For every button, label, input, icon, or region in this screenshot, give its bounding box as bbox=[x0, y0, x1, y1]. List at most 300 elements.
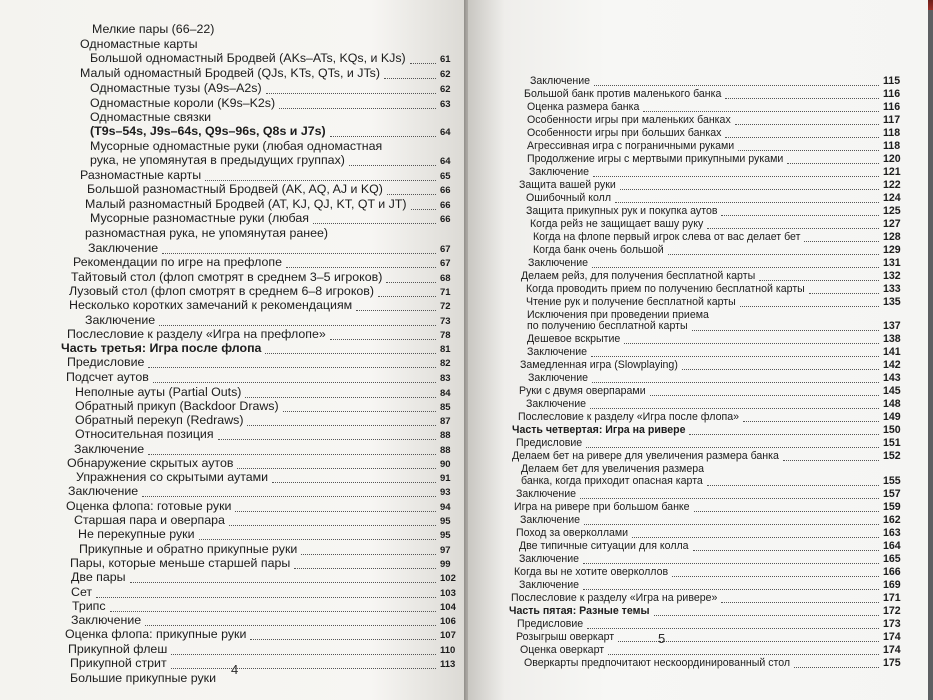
toc-leader-dots bbox=[218, 439, 436, 440]
toc-entry bbox=[78, 527, 451, 541]
toc-leader-dots bbox=[411, 209, 436, 210]
toc-entry bbox=[518, 411, 901, 423]
toc-leader-dots bbox=[707, 485, 879, 486]
toc-leader-dots bbox=[591, 356, 879, 357]
toc-leader-dots bbox=[721, 602, 879, 603]
toc-entry-title: Большой одномастный Бродвей (AKs–ATs, KQs, и KJs) bbox=[90, 51, 406, 65]
toc-leader-dots bbox=[145, 625, 436, 626]
toc-page-number: 125 bbox=[883, 205, 901, 217]
toc-entry bbox=[527, 101, 901, 113]
toc-entry-title: Большой разномастный Бродвей (AK, AQ, AJ и KQ) bbox=[87, 182, 383, 196]
toc-entry bbox=[519, 540, 901, 552]
toc-leader-dots bbox=[804, 241, 879, 242]
toc-leader-dots bbox=[587, 628, 879, 629]
toc-entry-title: Одномастные короли (K9s–K2s) bbox=[90, 96, 276, 110]
toc-page-number: 155 bbox=[883, 475, 901, 487]
toc-entry bbox=[69, 284, 451, 298]
toc-entry bbox=[512, 424, 901, 436]
toc-page-number: 152 bbox=[883, 450, 901, 462]
toc-leader-dots bbox=[787, 163, 879, 164]
toc-leader-dots bbox=[620, 189, 879, 190]
toc-entry-title: Заключение bbox=[526, 398, 587, 410]
toc-entry-title: банка, когда приходит опасная карта bbox=[521, 475, 703, 487]
toc-entry bbox=[73, 255, 451, 269]
toc-entry-title: Прикупные и обратно прикупные руки bbox=[79, 542, 298, 556]
toc-page-number: 107 bbox=[440, 630, 456, 641]
toc-page-number: 102 bbox=[440, 573, 456, 584]
toc-entry bbox=[521, 270, 901, 282]
toc-entry bbox=[71, 585, 456, 599]
toc-leader-dots bbox=[693, 550, 879, 551]
toc-page-number: 62 bbox=[440, 84, 451, 95]
toc-leader-dots bbox=[283, 411, 436, 412]
toc-leader-dots bbox=[229, 525, 436, 526]
toc-page-number: 66 bbox=[440, 214, 451, 225]
toc-entry-title: Делаем бет на ривере для увеличения размера банка bbox=[512, 450, 779, 462]
toc-page-number: 65 bbox=[440, 171, 451, 182]
toc-page-number: 166 bbox=[883, 566, 901, 578]
toc-leader-dots bbox=[794, 667, 879, 668]
toc-entry bbox=[530, 218, 901, 230]
toc-entry bbox=[519, 385, 901, 397]
toc-entry-title: Особенности игры при больших банках bbox=[527, 127, 722, 139]
toc-page-number: 143 bbox=[883, 372, 901, 384]
toc-entry bbox=[85, 197, 451, 211]
toc-leader-dots bbox=[142, 496, 436, 497]
toc-leader-dots bbox=[272, 482, 436, 483]
toc-entry bbox=[533, 231, 901, 243]
toc-entry-title: Обнаружение скрытых аутов bbox=[67, 456, 234, 470]
toc-leader-dots bbox=[247, 425, 436, 426]
toc-leader-dots bbox=[159, 325, 436, 326]
toc-entry-title: по получению бесплатной карты bbox=[527, 320, 688, 332]
toc-entry-title: Часть четвертая: Игра на ривере bbox=[512, 424, 686, 436]
toc-entry-title: Мусорные одномастные руки (любая одномастная bbox=[90, 139, 383, 153]
toc-leader-dots bbox=[266, 93, 436, 94]
toc-leader-dots bbox=[171, 654, 436, 655]
toc-leader-dots bbox=[583, 589, 879, 590]
toc-entry bbox=[66, 370, 451, 384]
toc-entry bbox=[527, 114, 901, 126]
toc-page-number: 93 bbox=[440, 487, 451, 498]
toc-page-number: 103 bbox=[440, 588, 456, 599]
toc-entry bbox=[90, 153, 451, 167]
toc-page-number: 149 bbox=[883, 411, 901, 423]
toc-entry bbox=[519, 579, 901, 591]
toc-entry bbox=[70, 656, 456, 670]
toc-entry-title: Продолжение игры с мертвыми прикупными руками bbox=[527, 153, 784, 165]
toc-leader-dots bbox=[199, 539, 436, 540]
toc-leader-dots bbox=[632, 537, 879, 538]
toc-page-number: 151 bbox=[883, 437, 901, 449]
toc-leader-dots bbox=[237, 468, 436, 469]
toc-leader-dots bbox=[279, 108, 436, 109]
toc-entry-title: Делаем рейз, для получения бесплатной карты bbox=[521, 270, 756, 282]
toc-entry-title: Несколько коротких замечаний к рекомендациям bbox=[69, 298, 353, 312]
toc-page-number: 148 bbox=[883, 398, 901, 410]
toc-entry bbox=[527, 320, 901, 332]
toc-entry-title: разномастная рука, не упомянутая ранее) bbox=[85, 226, 328, 240]
toc-entry-title: Малый разномастный Бродвей (AT, KJ, QJ, KT, QT и JT) bbox=[85, 197, 407, 211]
toc-entry-title: Большие прикупные руки bbox=[70, 671, 216, 685]
toc-entry-title: Заключение bbox=[71, 613, 142, 627]
toc-entry bbox=[516, 488, 901, 500]
toc-entry bbox=[90, 110, 211, 124]
toc-leader-dots bbox=[743, 421, 879, 422]
toc-page-number: 85 bbox=[440, 402, 451, 413]
toc-entry-title: Заключение bbox=[520, 514, 581, 526]
toc-leader-dots bbox=[580, 498, 879, 499]
left-page bbox=[0, 0, 464, 700]
toc-entry bbox=[516, 437, 901, 449]
toc-leader-dots bbox=[725, 98, 879, 99]
toc-page-number: 91 bbox=[440, 473, 451, 484]
toc-page-number: 115 bbox=[883, 75, 901, 87]
toc-leader-dots bbox=[96, 597, 436, 598]
toc-entry bbox=[90, 139, 382, 153]
toc-entry bbox=[67, 327, 451, 341]
toc-page-number: 81 bbox=[440, 344, 451, 355]
toc-entry-title: Обратный перекуп (Redraws) bbox=[75, 413, 244, 427]
toc-entry-title: Защита прикупных рук и покупка аутов bbox=[526, 205, 718, 217]
toc-leader-dots bbox=[153, 382, 436, 383]
toc-leader-dots bbox=[330, 339, 436, 340]
toc-entry bbox=[514, 566, 901, 578]
toc-entry-title: Относительная позиция bbox=[75, 427, 214, 441]
toc-entry-title: Розыгрыш оверкарт bbox=[516, 631, 615, 643]
toc-entry-title: Чтение рук и получение бесплатной карты bbox=[526, 296, 736, 308]
toc-entry-title: Исключения при проведении приема bbox=[527, 309, 709, 321]
toc-leader-dots bbox=[594, 85, 879, 86]
toc-entry bbox=[519, 553, 901, 565]
toc-entry bbox=[68, 642, 456, 656]
toc-entry-title: Предисловие bbox=[67, 355, 145, 369]
toc-page-number: 99 bbox=[440, 559, 451, 570]
toc-leader-dots bbox=[286, 267, 436, 268]
toc-entry bbox=[527, 153, 901, 165]
toc-entry bbox=[71, 270, 451, 284]
toc-entry bbox=[527, 346, 901, 358]
toc-entry-title: Подсчет аутов bbox=[66, 370, 149, 384]
toc-entry bbox=[69, 298, 451, 312]
toc-entry-title: Заключение bbox=[530, 75, 591, 87]
toc-entry-title: Предисловие bbox=[517, 618, 584, 630]
toc-page-number: 128 bbox=[883, 231, 901, 243]
toc-leader-dots bbox=[235, 511, 436, 512]
toc-entry bbox=[519, 179, 901, 191]
toc-entry-title: Оценка оверкарт bbox=[520, 644, 605, 656]
toc-entry-title: Одномастные связки bbox=[90, 110, 212, 124]
toc-page-number: 131 bbox=[883, 257, 901, 269]
toc-entry bbox=[80, 37, 197, 51]
toc-entry-title: Заключение bbox=[528, 372, 589, 384]
toc-leader-dots bbox=[608, 654, 879, 655]
toc-entry-title: рука, не упомянутая в предыдущих группах) bbox=[90, 153, 345, 167]
toc-entry bbox=[85, 226, 328, 240]
toc-entry-title: Разномастные карты bbox=[80, 168, 202, 182]
toc-entry-title: Когда проводить прием по получению бесплатной карты bbox=[526, 283, 805, 295]
toc-entry-title: Заключение bbox=[85, 313, 156, 327]
toc-page-number: 61 bbox=[440, 54, 451, 65]
toc-entry-title: Игра на ривере при большом банке bbox=[514, 501, 690, 513]
toc-leader-dots bbox=[593, 176, 879, 177]
toc-entry bbox=[529, 166, 901, 178]
toc-entry bbox=[75, 427, 451, 441]
toc-entry bbox=[72, 599, 456, 613]
toc-entry bbox=[75, 413, 451, 427]
toc-entry-title: Одномастные тузы (A9s–A2s) bbox=[90, 81, 262, 95]
toc-leader-dots bbox=[148, 367, 436, 368]
toc-leader-dots bbox=[356, 310, 436, 311]
toc-entry-title: Пары, которые меньше старшей пары bbox=[70, 556, 291, 570]
toc-page-number: 141 bbox=[883, 346, 901, 358]
toc-leader-dots bbox=[694, 511, 879, 512]
toc-entry-title: Когда рейз не защищает вашу руку bbox=[530, 218, 704, 230]
toc-entry-title: Тайтовый стол (флоп смотрят в среднем 3–5 игроков) bbox=[71, 270, 383, 284]
toc-entry-title: Заключение bbox=[519, 553, 580, 565]
toc-entry-title: Защита вашей руки bbox=[519, 179, 616, 191]
toc-entry-title: Неполные ауты (Partial Outs) bbox=[75, 385, 242, 399]
toc-entry bbox=[74, 513, 451, 527]
toc-page-number: 132 bbox=[883, 270, 901, 282]
toc-leader-dots bbox=[668, 254, 879, 255]
toc-entry bbox=[520, 359, 901, 371]
toc-page-number: 175 bbox=[883, 657, 901, 669]
toc-entry bbox=[71, 570, 456, 584]
toc-page-number: 104 bbox=[440, 602, 456, 613]
toc-page-number: 97 bbox=[440, 545, 451, 556]
toc-entry-title: Часть третья: Игра после флопа bbox=[61, 341, 262, 355]
toc-page-number: 106 bbox=[440, 616, 456, 627]
toc-entry-title: Большой банк против маленького банка bbox=[524, 88, 722, 100]
toc-leader-dots bbox=[783, 460, 879, 461]
toc-entry-title: Заключение bbox=[528, 257, 589, 269]
toc-entry bbox=[528, 257, 901, 269]
toc-leader-dots bbox=[809, 293, 879, 294]
toc-entry bbox=[80, 168, 451, 182]
toc-page-number: 133 bbox=[883, 283, 901, 295]
toc-entry bbox=[526, 283, 901, 295]
toc-page-number: 150 bbox=[883, 424, 901, 436]
toc-page-number: 172 bbox=[883, 605, 901, 617]
toc-page-number: 67 bbox=[440, 258, 451, 269]
toc-entry-title: Упражнения со скрытыми аутами bbox=[76, 470, 269, 484]
toc-entry-title: Послесловие к разделу «Игра на префлопе» bbox=[67, 327, 326, 341]
toc-page-number: 95 bbox=[440, 530, 451, 541]
toc-leader-dots bbox=[386, 282, 436, 283]
toc-page-number: 84 bbox=[440, 388, 451, 399]
toc-page-number: 63 bbox=[440, 99, 451, 110]
toc-leader-dots bbox=[294, 568, 436, 569]
toc-leader-dots bbox=[624, 343, 879, 344]
toc-entry-title: Заключение bbox=[516, 488, 577, 500]
toc-page-number: 165 bbox=[883, 553, 901, 565]
toc-entry bbox=[68, 484, 451, 498]
toc-page-number: 110 bbox=[440, 645, 456, 656]
toc-leader-dots bbox=[592, 267, 879, 268]
toc-leader-dots bbox=[689, 434, 879, 435]
toc-leader-dots bbox=[654, 615, 879, 616]
toc-entry-title: Особенности игры при маленьких банках bbox=[527, 114, 731, 126]
toc-page-number: 173 bbox=[883, 618, 901, 630]
toc-entry bbox=[80, 66, 451, 80]
toc-leader-dots bbox=[759, 280, 879, 281]
toc-leader-dots bbox=[590, 408, 879, 409]
toc-leader-dots bbox=[583, 563, 879, 564]
toc-entry bbox=[528, 372, 901, 384]
toc-page-number: 83 bbox=[440, 373, 451, 384]
toc-leader-dots bbox=[410, 63, 436, 64]
toc-page-number: 171 bbox=[883, 592, 901, 604]
toc-entry bbox=[65, 627, 456, 641]
toc-entry bbox=[530, 75, 901, 87]
right-page-number: 5 bbox=[658, 631, 666, 646]
toc-entry bbox=[70, 671, 216, 685]
toc-page-number: 137 bbox=[883, 320, 901, 332]
toc-page-number: 62 bbox=[440, 69, 451, 80]
toc-entry-title: Не перекупные руки bbox=[78, 527, 195, 541]
toc-page-number: 127 bbox=[883, 218, 901, 230]
toc-entry-title: Заключение bbox=[88, 241, 159, 255]
toc-entry-title: Старшая пара и оверпара bbox=[74, 513, 225, 527]
toc-entry-title: Агрессивная игра с пограничными руками bbox=[527, 140, 735, 152]
toc-page-number: 162 bbox=[883, 514, 901, 526]
toc-page-number: 82 bbox=[440, 358, 451, 369]
toc-page-number: 113 bbox=[440, 659, 456, 670]
toc-entry bbox=[526, 296, 901, 308]
toc-page-number: 64 bbox=[440, 127, 451, 138]
toc-page-number: 169 bbox=[883, 579, 901, 591]
toc-entry-title: Заключение bbox=[527, 346, 588, 358]
toc-page-number: 68 bbox=[440, 273, 451, 284]
toc-entry bbox=[76, 470, 451, 484]
toc-leader-dots bbox=[162, 253, 436, 254]
toc-leader-dots bbox=[171, 668, 436, 669]
toc-page-number: 72 bbox=[440, 301, 451, 312]
toc-page-number: 120 bbox=[883, 153, 901, 165]
toc-page-number: 145 bbox=[883, 385, 901, 397]
toc-entry bbox=[520, 514, 901, 526]
toc-leader-dots bbox=[130, 582, 436, 583]
toc-page-number: 138 bbox=[883, 333, 901, 345]
toc-entry-title: Заключение bbox=[529, 166, 590, 178]
toc-page-number: 116 bbox=[883, 101, 901, 113]
toc-page-number: 118 bbox=[883, 127, 901, 139]
toc-entry bbox=[521, 475, 901, 487]
toc-entry bbox=[512, 450, 901, 462]
toc-leader-dots bbox=[740, 306, 879, 307]
toc-entry bbox=[70, 556, 451, 570]
toc-entry bbox=[87, 182, 451, 196]
toc-entry-title: Прикупной стрит bbox=[70, 656, 167, 670]
toc-entry-title: Малый одномастный Бродвей (QJs, KTs, QTs, и JTs) bbox=[80, 66, 380, 80]
toc-leader-dots bbox=[387, 194, 436, 195]
toc-page-number: 157 bbox=[883, 488, 901, 500]
toc-entry-title: Обратный прикуп (Backdoor Draws) bbox=[75, 399, 279, 413]
toc-page-number: 129 bbox=[883, 244, 901, 256]
toc-entry-title: Оценка флопа: готовые руки bbox=[66, 499, 232, 513]
toc-entry-title: Оценка размера банка bbox=[527, 101, 640, 113]
toc-page-number: 163 bbox=[883, 527, 901, 539]
toc-entry-title: Рекомендации по игре на префлопе bbox=[73, 255, 282, 269]
toc-entry-title: Трипс bbox=[72, 599, 106, 613]
toc-entry bbox=[85, 313, 451, 327]
toc-entry bbox=[526, 398, 901, 410]
toc-page-number: 174 bbox=[883, 631, 901, 643]
toc-entry-title: Когда вы не хотите оверколлов bbox=[514, 566, 669, 578]
toc-entry-title: Замедленная игра (Slowplaying) bbox=[520, 359, 678, 371]
toc-page-number: 71 bbox=[440, 287, 451, 298]
toc-page-number: 116 bbox=[883, 88, 901, 100]
toc-entry-title: Делаем бет для увеличения размера bbox=[521, 463, 705, 475]
toc-leader-dots bbox=[378, 296, 436, 297]
toc-entry-title: Поход за оверколлами bbox=[516, 527, 629, 539]
toc-entry bbox=[526, 205, 901, 217]
toc-leader-dots bbox=[738, 150, 879, 151]
toc-leader-dots bbox=[586, 447, 879, 448]
toc-leader-dots bbox=[735, 124, 879, 125]
toc-entry-title: Когда банк очень большой bbox=[533, 244, 664, 256]
left-page-number: 4 bbox=[231, 662, 239, 677]
toc-leader-dots bbox=[650, 395, 879, 396]
toc-entry bbox=[66, 499, 451, 513]
toc-leader-dots bbox=[330, 136, 436, 137]
toc-page-number: 67 bbox=[440, 244, 451, 255]
toc-entry bbox=[61, 341, 451, 355]
toc-leader-dots bbox=[692, 330, 879, 331]
toc-leader-dots bbox=[148, 454, 436, 455]
toc-entry bbox=[527, 140, 901, 152]
toc-leader-dots bbox=[250, 639, 436, 640]
toc-entry bbox=[509, 605, 901, 617]
toc-page-number: 87 bbox=[440, 416, 451, 427]
toc-entry bbox=[533, 244, 901, 256]
toc-entry bbox=[524, 657, 901, 669]
toc-page-number: 66 bbox=[440, 185, 451, 196]
toc-page-number: 95 bbox=[440, 516, 451, 527]
toc-entry-title: Заключение bbox=[74, 442, 145, 456]
toc-entry bbox=[527, 333, 901, 345]
toc-entry bbox=[88, 241, 451, 255]
toc-page-number: 174 bbox=[883, 644, 901, 656]
toc-entry bbox=[514, 501, 901, 513]
toc-entry-title: Когда на флопе первый игрок слева от вас делает бет bbox=[533, 231, 801, 243]
toc-entry-title: Мусорные разномастные руки (любая bbox=[90, 211, 309, 225]
toc-page-number: 124 bbox=[883, 192, 901, 204]
toc-entry bbox=[90, 96, 451, 110]
toc-entry-title: Руки с двумя оверпарами bbox=[519, 385, 646, 397]
toc-page-number: 118 bbox=[883, 140, 901, 152]
toc-entry bbox=[516, 527, 901, 539]
toc-leader-dots bbox=[384, 78, 436, 79]
toc-entry bbox=[521, 463, 704, 475]
toc-leader-dots bbox=[265, 353, 436, 354]
toc-page-number: 142 bbox=[883, 359, 901, 371]
toc-entry-title: Оверкарты предпочитают нескоординированный стол bbox=[524, 657, 791, 669]
toc-leader-dots bbox=[584, 524, 879, 525]
toc-entry-title: Две типичные ситуации для колла bbox=[519, 540, 689, 552]
toc-leader-dots bbox=[643, 111, 879, 112]
toc-leader-dots bbox=[349, 165, 436, 166]
toc-page-number: 122 bbox=[883, 179, 901, 191]
toc-leader-dots bbox=[301, 554, 436, 555]
toc-page-number: 88 bbox=[440, 430, 451, 441]
toc-entry bbox=[92, 22, 214, 36]
toc-page-number: 73 bbox=[440, 316, 451, 327]
toc-entry-title: (T9s–54s, J9s–64s, Q9s–96s, Q8s и J7s) bbox=[90, 124, 326, 138]
toc-entry bbox=[524, 88, 901, 100]
toc-entry bbox=[90, 124, 451, 138]
